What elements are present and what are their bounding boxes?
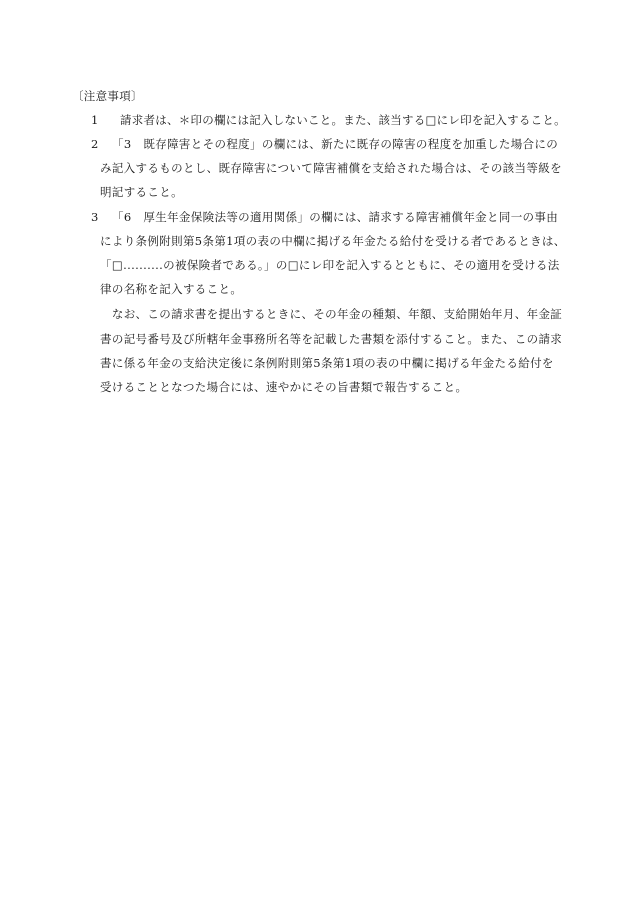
item-2-line-2: み記入するものとし、既存障害について障害補償を支給された場合は、その該当等級を <box>100 161 562 175</box>
item-1-number: 1 <box>91 113 99 127</box>
item-2-line-1: 「3 既存障害とその程度」の欄には、新たに既存の障害の程度を加重した場合にの <box>112 137 559 151</box>
item-3-line-3: 「□..........の被保険者である。」の□にレ印を記入するとともに、その適用を受ける法 <box>100 258 560 272</box>
item-3-paragraph-2-line-4: 受けることとなつた場合には、速やかにその旨書類で報告すること。 <box>100 380 468 394</box>
item-3-paragraph-2-line-2: 書の記号番号及び所轄年金事務所名等を記載した書類を添付すること。また、この請求 <box>100 332 563 346</box>
item-3-line-4: 律の名称を記入すること。 <box>100 282 243 296</box>
item-3-line-2: により条例附則第5条第1項の表の中欄に掲げる年金たる給付を受ける者であるときは、 <box>100 234 566 248</box>
item-3-number: 3 <box>91 210 99 224</box>
item-3-paragraph-2-line-3: 書に係る年金の支給決定後に条例附則第5条第1項の表の中欄に掲げる年金たる給付を <box>100 356 554 370</box>
notes-heading: 〔注意事項〕 <box>72 89 143 103</box>
item-2-number: 2 <box>91 137 99 151</box>
item-2-line-3: 明記すること。 <box>100 185 183 199</box>
item-3-line-1: 「6 厚生年金保険法等の適用関係」の欄には、請求する障害補償年金と同一の事由 <box>112 210 559 224</box>
item-1-line-1: 請求者は、＊印の欄には記入しないこと。また、該当する□にレ印を記入すること。 <box>120 113 566 127</box>
item-3-paragraph-2-line-1: なお、この請求書を提出するときに、その年金の種類、年額、支給開始年月、年金証 <box>100 307 563 321</box>
